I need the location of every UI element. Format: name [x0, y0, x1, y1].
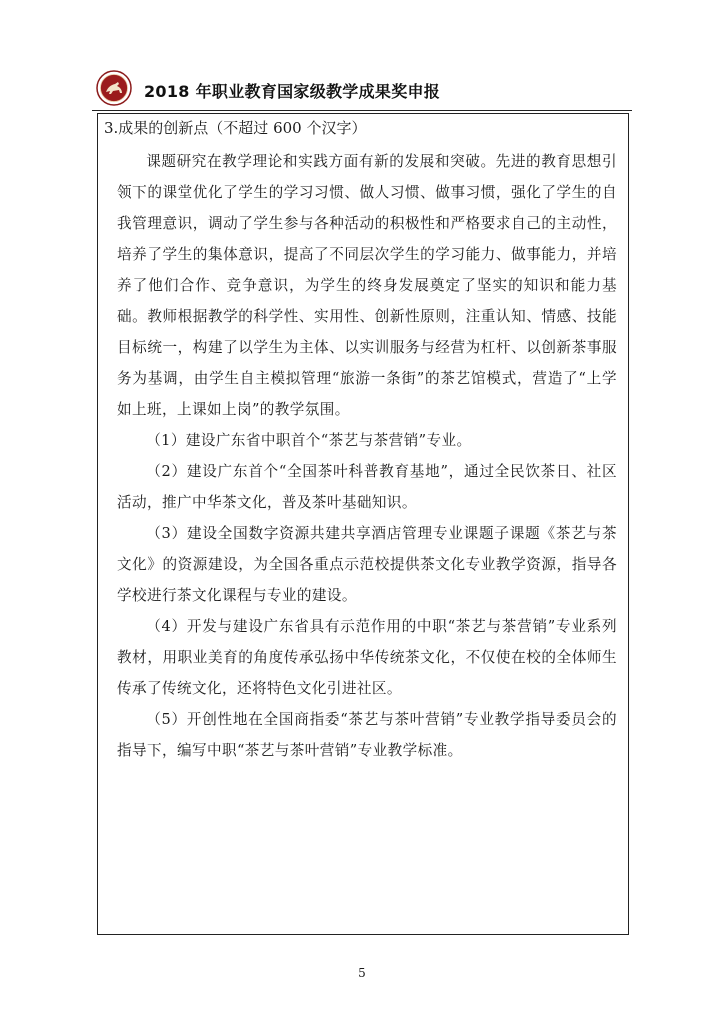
paragraph-item-3: （3）建设全国数字资源共建共享酒店管理专业课题子课题《茶艺与茶文化》的资源建设，为全国各重点示范校提供茶文化专业教学资源，指导各学校进行茶文化课程与专业的建设。 [117, 525, 617, 604]
header-title: 2018 年职业教育国家级教学成果奖申报 [144, 82, 441, 101]
page-number: 5 [358, 966, 366, 980]
paragraph-item-1: （1）建设广东省中职首个“茶艺与茶营销”专业。 [146, 432, 472, 449]
paragraph-item-5: （5）开创性地在全国商指委“茶艺与茶叶营销”专业教学指导委员会的指导下，编写中职“茶艺与茶叶营销”专业教学标准。 [117, 711, 617, 759]
header-divider [92, 110, 632, 111]
school-seal-icon [96, 70, 132, 106]
document-header [92, 66, 632, 110]
paragraph-intro: 课题研究在教学理论和实践方面有新的发展和突破。先进的教育思想引领下的课堂优化了学生的学习习惯、做人习惯、做事习惯，强化了学生的自我管理意识，调动了学生参与各种活动的积极性和严格要求自己的主动性，培养了学生的集体意识，提高了不同层次学生的学习能力、做事能力，并培养了他们合作、竞争意识，为学生的终身发展奠定了坚实的知识和能力基础。教师根据教学的科学性、实用性、创新性原则，注重认知、情感、技能目标统一，构建了以学生为主体、以实训服务与经营为杠杆、以创新茶事服务为基调，由学生自主模拟管理“旅游一条街”的茶艺馆模式，营造了“上学如上班，上课如上岗”的教学氛围。 [117, 153, 617, 418]
section-heading: 3.成果的创新点（不超过 600 个汉字） [104, 119, 367, 137]
paragraph-item-2: （2）建设广东首个“全国茶叶科普教育基地”，通过全民饮茶日、社区活动，推广中华茶文化，普及茶叶基础知识。 [117, 463, 617, 511]
section-body [117, 146, 617, 766]
paragraph-item-4: （4）开发与建设广东省具有示范作用的中职“茶艺与茶营销”专业系列教材，用职业美育的角度传承弘扬中华传统茶文化，不仅使在校的全体师生传承了传统文化，还将特色文化引进社区。 [117, 618, 617, 697]
